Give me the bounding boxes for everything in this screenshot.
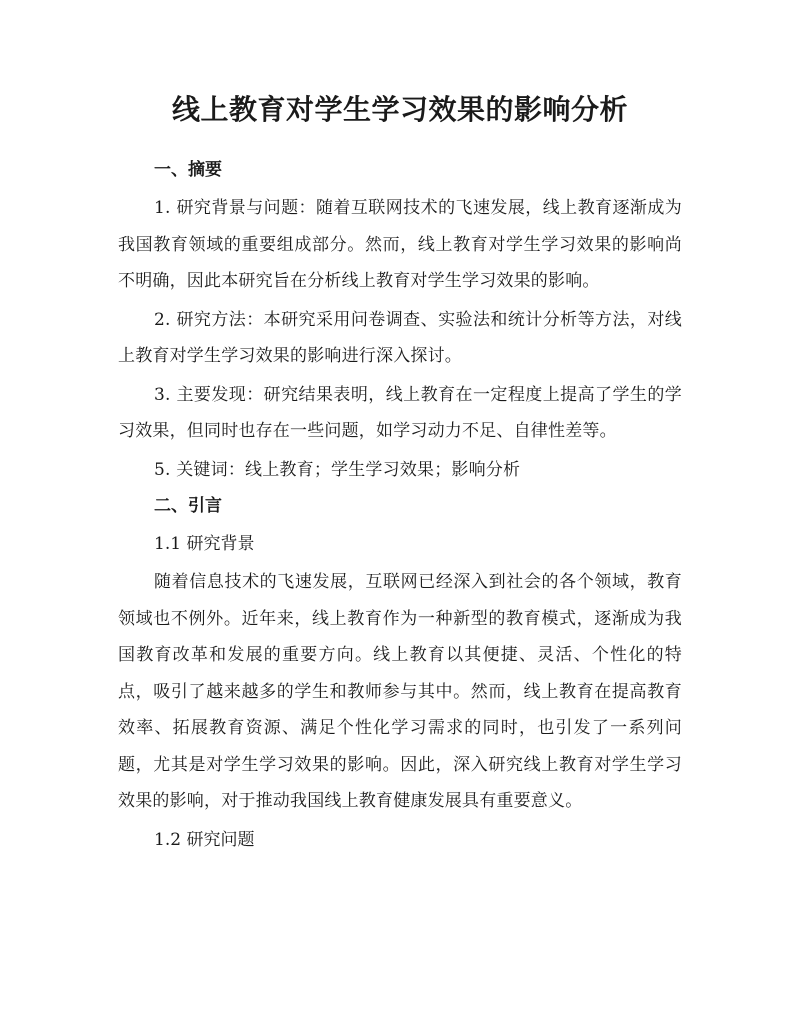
introduction-heading: 二、引言 <box>154 496 222 516</box>
section-1-1-heading: 1.1 研究背景 <box>154 534 255 554</box>
section-1-1-paragraph: 随着信息技术的飞速发展，互联网已经深入到社会的各个领域，教育领域也不例外。近年来，线上教育作为一种新型的教育模式，逐渐成为我国教育改革和发展的重要方向。线上教育以其便捷、灵活、个性化的特点，吸引了越来越多的学生和教师参与其中。然而，线上教育在提高教育效率、拓展教育资源、满足个性化学习需求的同时，也引发了一系列问题，尤其是对学生学习效果的影响。因此，深入研究线上教育对学生学习效果的影响，对于推动我国线上教育健康发展具有重要意义。 <box>118 572 682 811</box>
document-title: 线上教育对学生学习效果的影响分析 <box>171 93 628 126</box>
abstract-item-1: 1. 研究背景与问题：随着互联网技术的飞速发展，线上教育逐渐成为我国教育领域的重要组成部分。然而，线上教育对学生学习效果的影响尚不明确，因此本研究旨在分析线上教育对学生学习效果的影响。 <box>118 198 682 291</box>
abstract-item-3: 3. 主要发现：研究结果表明，线上教育在一定程度上提高了学生的学习效果，但同时也存在一些问题，如学习动力不足、自律性差等。 <box>118 384 682 441</box>
abstract-keywords: 5. 关键词：线上教育；学生学习效果；影响分析 <box>154 459 521 480</box>
abstract-heading: 一、摘要 <box>154 160 222 180</box>
abstract-item-2: 2. 研究方法：本研究采用问卷调查、实验法和统计分析等方法，对线上教育对学生学习效果的影响进行深入探讨。 <box>118 309 682 366</box>
section-1-2-heading: 1.2 研究问题 <box>154 829 255 850</box>
